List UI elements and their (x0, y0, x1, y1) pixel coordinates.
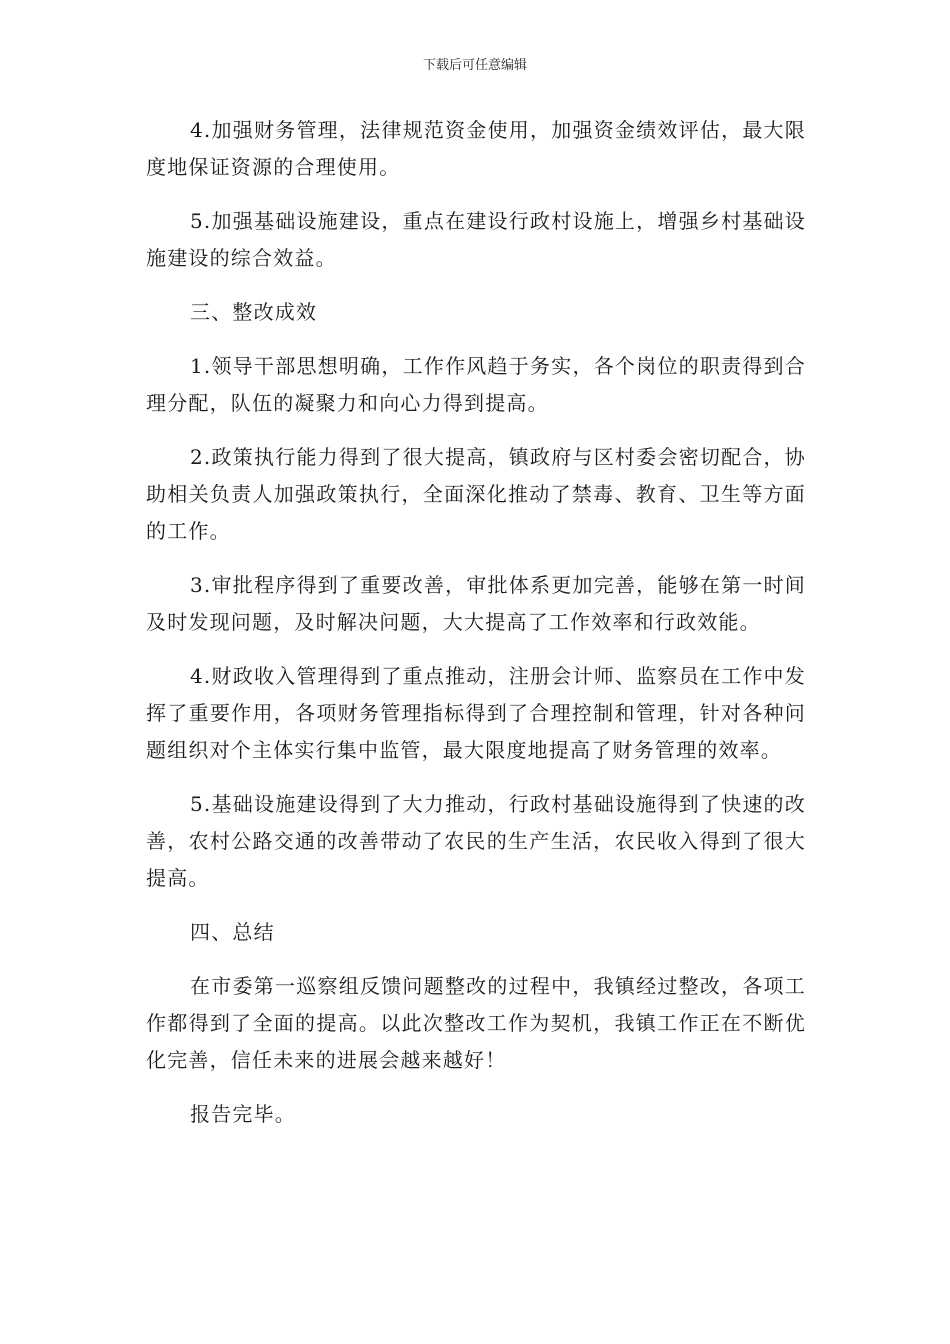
section-heading-summary: 四、总结 (190, 920, 275, 944)
paragraph-result-infrastructure: 5.基础设施建设得到了大力推动，行政村基础设施得到了快速的改善，农村公路交通的改善带动了农民的生产生活，农民收入得到了很大提高。 (146, 792, 806, 890)
section-heading-results: 三、整改成效 (190, 300, 318, 324)
paragraph-finance-management: 4.加强财务管理，法律规范资金使用，加强资金绩效评估，最大限度地保证资源的合理使用。 (146, 118, 806, 179)
paragraph-result-approval: 3.审批程序得到了重要改善，审批体系更加完善，能够在第一时间及时发现问题，及时解决问题，大大提高了工作效率和行政效能。 (146, 573, 806, 634)
paragraph-summary: 在市委第一巡察组反馈问题整改的过程中，我镇经过整改，各项工作都得到了全面的提高。以此次整改工作为契机，我镇工作正在不断优化完善，信任未来的进展会越来越好！ (146, 974, 806, 1072)
paragraph-result-policy: 2.政策执行能力得到了很大提高，镇政府与区村委会密切配合，协助相关负责人加强政策执行，全面深化推动了禁毒、教育、卫生等方面的工作。 (146, 445, 806, 543)
paragraph-result-finance: 4.财政收入管理得到了重点推动，注册会计师、监察员在工作中发挥了重要作用，各项财务管理指标得到了合理控制和管理，针对各种问题组织对个主体实行集中监管，最大限度地提高了财务管理的效率。 (146, 664, 806, 762)
document-body (146, 112, 806, 1150)
paragraph-result-leadership: 1.领导干部思想明确，工作作风趋于务实，各个岗位的职责得到合理分配，队伍的凝聚力和向心力得到提高。 (146, 354, 806, 415)
page-header: 下载后可任意编辑 (422, 58, 527, 73)
paragraph-infrastructure-measure: 5.加强基础设施建设，重点在建设行政村设施上，增强乡村基础设施建设的综合效益。 (146, 209, 806, 270)
paragraph-closing: 报告完毕。 (190, 1102, 296, 1126)
